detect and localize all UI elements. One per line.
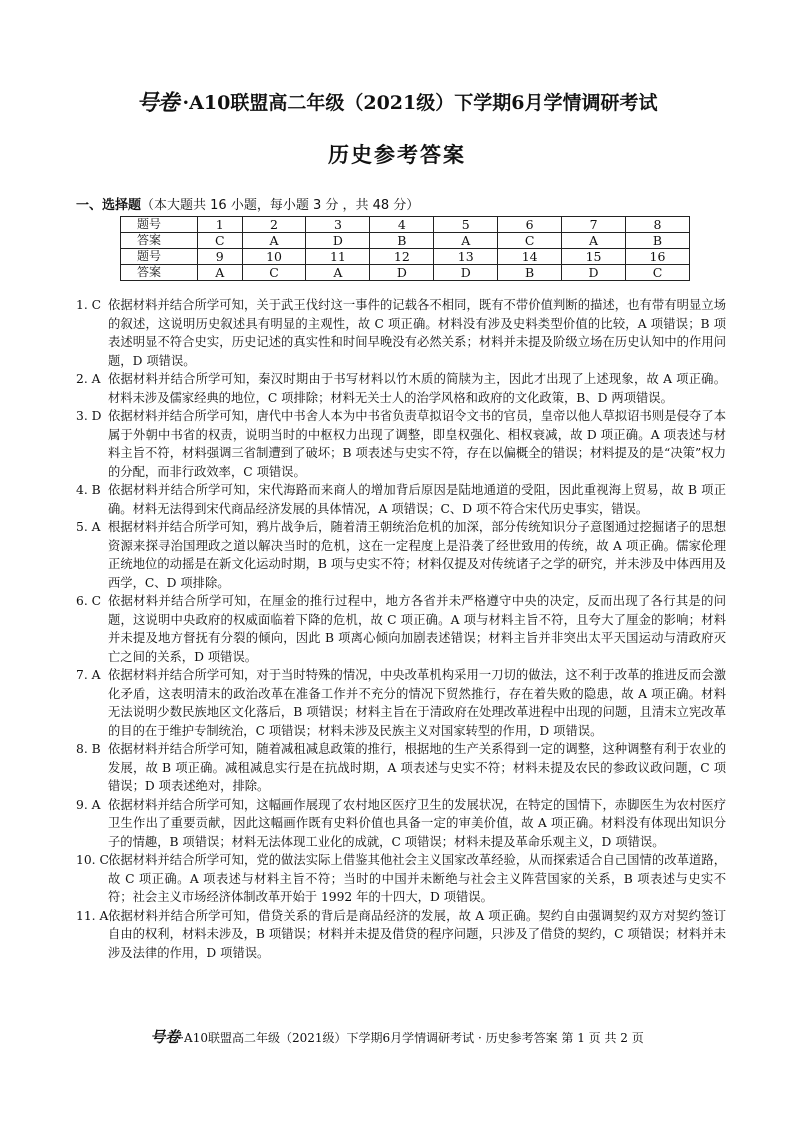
question-number-row	[121, 249, 690, 265]
explanation-list	[76, 296, 726, 962]
table-cell: D	[306, 233, 370, 249]
table-cell: D	[370, 265, 434, 281]
explanation-item	[76, 666, 726, 740]
table-cell: 8	[626, 217, 690, 233]
explanation-number: 7. A	[76, 668, 101, 682]
document-title: ·A10联盟高二年级（2021级）下学期6月学情调研考试	[182, 92, 658, 114]
answer-row	[121, 233, 690, 249]
explanation-text: 依据材料并结合所学可知，在厘金的推行过程中，地方各省并未严格遵守中央的决定，反而出现了各行其是的问题，这说明中央政府的权威面临着下降的危机，故 C 项正确。A 项与材料主旨不符，且夸大了厘金的影响；材料并未提及地方督抚有分裂的倾向，因此 B 项离心倾向加剧表述错误；材料主旨并非突出太平天国运动与清政府灭亡之间的关系，D 项错误。	[108, 594, 726, 664]
explanation-item	[76, 592, 726, 666]
table-cell: 5	[434, 217, 498, 233]
document-subtitle: 历史参考答案	[328, 142, 466, 167]
explanation-text: 依据材料并结合所学可知，这幅画作展现了农村地区医疗卫生的发展状况，在特定的国情下，赤脚医生为农村医疗卫生作出了重要贡献，因此这幅画作既有史料价值也具备一定的审美价值，故 A 项正确。材料没有体现出知识分子的情趣，B 项错误；材料无法体现工业化的成就，C 项错误；材料未提及革命乐观主义，D 项错误。	[108, 797, 726, 849]
table-cell: 10	[242, 249, 306, 265]
explanation-number: 2. A	[76, 372, 101, 386]
explanation-number: 9. A	[76, 797, 101, 812]
explanation-item	[76, 296, 726, 370]
explanation-item	[76, 481, 726, 518]
table-cell: A	[306, 265, 370, 281]
explanation-number: 5. A	[76, 520, 101, 534]
explanation-text: 依据材料并结合所学可知，秦汉时期由于书写材料以竹木质的简牍为主，因此才出现了上述现象，故 A 项正确。材料未涉及儒家经典的地位，C 项排除；材料无关士人的治学风格和政府的文化政策，B、D 两项错误。	[108, 372, 726, 405]
table-cell: C	[198, 233, 243, 249]
explanation-item	[76, 740, 726, 796]
table-cell: 11	[306, 249, 370, 265]
footer-logo: 号卷	[150, 1028, 181, 1046]
explanation-text: 依据材料并结合所学可知，党的做法实际上借鉴其他社会主义国家改革经验，从而探索适合自己国情的改革道路，故 C 项正确。A 项表述与材料主旨不符；当时的中国并未断绝与社会主义阵营国家的关系，B 项表述与史实不符；社会主义市场经济体制改革开始于 1992 年的十四大，D 项错误。	[108, 853, 726, 904]
header	[0, 86, 794, 169]
table-cell: C	[498, 233, 562, 249]
explanation-text: 依据材料并结合所学可知，宋代海路而来商人的增加背后原因是陆地通道的受阻，因此重视海上贸易，故 B 项正确。材料无法得到宋代商品经济发展的具体情况，A 项错误；C、D 项不符合宋代历史事实，错误。	[108, 483, 726, 516]
table-cell: 13	[434, 249, 498, 265]
table-cell: A	[434, 233, 498, 249]
table-cell: 16	[626, 249, 690, 265]
table-cell: 2	[242, 217, 306, 233]
table-cell: C	[242, 265, 306, 281]
table-cell: A	[198, 265, 243, 281]
section-heading-detail: （本大题共 16 小题，每小题 3 分 ，共 48 分）	[141, 198, 420, 213]
table-cell: 15	[562, 249, 626, 265]
explanation-item	[76, 407, 726, 481]
footer-text: ·A10联盟高二年级（2021级）下学期6月学情调研考试 · 历史参考答案 第 1 页 共 2 页	[180, 1031, 644, 1045]
footer	[0, 1026, 794, 1047]
explanation-text: 依据材料并结合所学可知，唐代中书舍人本为中书省负责草拟诏令文书的官员，皇帝以他人草拟诏书则是侵夺了本属于外朝中书省的权责，说明当时的中枢权力出现了调整，即皇权强化、相权衰减，故 D 项正确。A 项表述与材料主旨不符，材料强调三省制遭到了破坏；B 项表述与史实不符，存在以偏概全的错误；材料提及的是“决策”权力的分配，而非行政效率，C 项错误。	[108, 409, 726, 479]
explanation-number: 3. D	[76, 409, 102, 423]
explanation-number: 11. A	[76, 908, 109, 923]
explanation-number: 10. C	[76, 853, 109, 867]
explanation-item	[76, 851, 726, 907]
table-cell: C	[626, 265, 690, 281]
table-cell: D	[434, 265, 498, 281]
explanation-text: 依据材料并结合所学可知，关于武王伐纣这一事件的记载各不相同，既有不带价值判断的描述，也有带有明显立场的叙述，这说明历史叙述具有明显的主观性，故 C 项正确。材料没有涉及史料类型价值的比较，A 项错误；B 项表述明显不符合史实，历史记述的真实性和时间早晚没有必然关系；材料并未提及阶级立场在历史认知中的作用问题，D 项错误。	[108, 298, 726, 368]
explanation-item	[76, 518, 726, 592]
table-cell: 3	[306, 217, 370, 233]
table-cell: B	[498, 265, 562, 281]
row-header-cell: 题号	[121, 249, 198, 265]
section-heading-main: 一、选择题	[76, 198, 142, 213]
table-cell: 9	[198, 249, 243, 265]
table-cell: 1	[198, 217, 243, 233]
table-cell: 6	[498, 217, 562, 233]
title-line	[0, 86, 794, 117]
explanation-text: 依据材料并结合所学可知，借贷关系的背后是商品经济的发展，故 A 项正确。契约自由强调契约双方对契约签订自由的权利，材料未涉及，B 项错误；材料并未提及借贷的程序问题，只涉及了借贷的契约，C 项错误；材料并未涉及法律的作用，D 项错误。	[108, 908, 726, 960]
answer-row	[121, 265, 690, 281]
table-cell: 14	[498, 249, 562, 265]
explanation-number: 1. C	[76, 298, 102, 312]
explanation-item	[76, 907, 726, 963]
question-number-row	[121, 217, 690, 233]
explanation-item	[76, 370, 726, 407]
explanation-number: 6. C	[76, 594, 102, 608]
row-header-cell: 答案	[121, 265, 198, 281]
explanation-item	[76, 796, 726, 852]
table-cell: 12	[370, 249, 434, 265]
table-cell: 7	[562, 217, 626, 233]
table-cell: B	[626, 233, 690, 249]
explanation-text: 依据材料并结合所学可知，随着减租减息政策的推行，根据地的生产关系得到一定的调整，这种调整有利于农业的发展，故 B 项正确。减租减息实行是在抗战时期，A 项表述与史实不符；材料未提及农民的参政议政问题，C 项错误；D 项表述绝对，排除。	[108, 742, 726, 793]
brand-logo: 号卷	[136, 90, 179, 116]
explanation-number: 8. B	[76, 742, 101, 756]
explanation-text: 依据材料并结合所学可知，对于当时特殊的情况，中央改革机构采用一刀切的做法，这不利于改革的推进反而会激化矛盾，这表明清末的政治改革在准备工作并不充分的情况下贸然推行，存在着失败的隐患，故 A 项正确。材料无法说明少数民族地区文化落后，B 项错误；材料主旨在于清政府在处理改革进程中出现的问题，且清末立宪改革的目的在于维护专制统治，C 项错误；材料未涉及民族主义对国家转型的作用，D 项错误。	[108, 668, 726, 738]
table-cell: A	[242, 233, 306, 249]
explanation-text: 根据材料并结合所学可知，鸦片战争后，随着清王朝统治危机的加深，部分传统知识分子意图通过挖掘诸子的思想资源来探寻治国理政之道以解决当时的危机，这在一定程度上是沿袭了经世致用的传统，故 A 项正确。儒家伦理正统地位的动摇是在新文化运动时期，B 项与史实不符；材料仅提及对传统诸子之学的研究，并未涉及中体西用及西学，C、D 项排除。	[108, 520, 726, 590]
row-header-cell: 答案	[121, 233, 198, 249]
answer-table	[120, 216, 690, 281]
table-cell: 4	[370, 217, 434, 233]
table-cell: D	[562, 265, 626, 281]
answer-table-body	[121, 217, 690, 281]
section-heading	[76, 194, 419, 213]
table-cell: B	[370, 233, 434, 249]
row-header-cell: 题号	[121, 217, 198, 233]
table-cell: A	[562, 233, 626, 249]
explanation-number: 4. B	[76, 483, 101, 497]
